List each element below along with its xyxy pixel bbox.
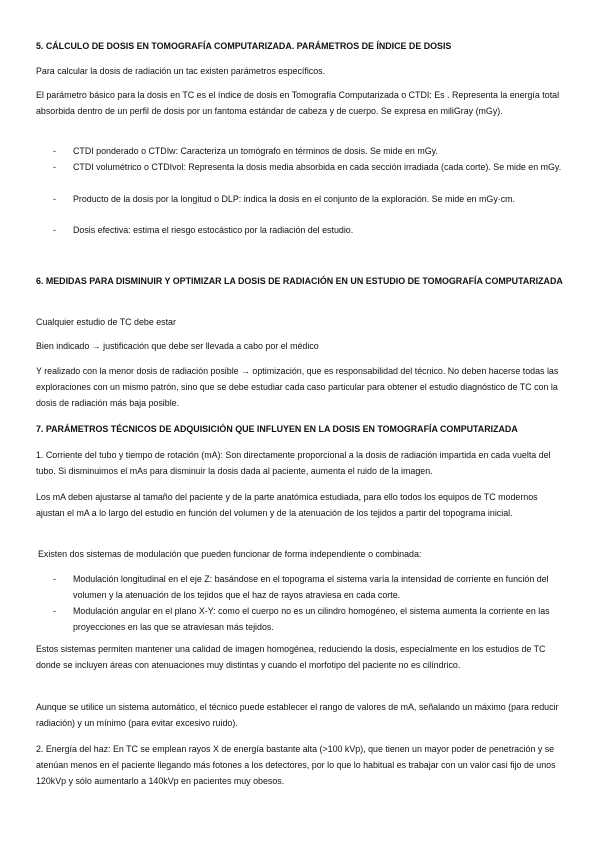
section-7-tube-current: 1. Corriente del tubo y tiempo de rotación (mA): Son directamente proporcional a la dosis de radiación impartida en cada vuelta del tubo. Si disminuimos el mAs para disminuir la dosis dada al paciente, aumenta el ruido de la imagen. [36, 450, 551, 476]
bullet-marker: - [53, 162, 56, 172]
section-5-bullet-ctdivol: CTDI volumétrico o CTDIvol: Representa la dosis media absorbida en cada sección irradiada (cada corte). Se mide en mGy. [73, 162, 562, 172]
bullet-marker: - [53, 225, 56, 235]
section-7-ma-range: Aunque se utilice un sistema automático, el técnico puede establecer el rango de valores de mA, señalando un máximo (para reducir radiación) y un mínimo (para evitar excesivo ruido). [36, 702, 559, 728]
bullet-marker: - [53, 606, 56, 616]
section-7-bullet-angular: Modulación angular en el plano X-Y: como el cuerpo no es un cilindro homogéneo, el sistema aumenta la corriente en las proyecciones en las que se atraviesan más tejidos. [73, 606, 550, 632]
section-7-modulation-intro: Existen dos sistemas de modulación que pueden funcionar de forma independiente o combinada: [38, 549, 422, 559]
section-6-paragraph: Y realizado con la menor dosis de radiación posible → optimización, que es responsabilidad del técnico. No deben hacerse todas las exploraciones con un mismo patrón, sino que se debe estudiar cada caso particular para obtener el estudio diagnóstico de TC con la dosis de radiación más baja posible. [36, 366, 559, 408]
section-5-intro: Para calcular la dosis de radiación un tac existen parámetros específicos. [36, 66, 326, 76]
section-7-beam-energy: 2. Energía del haz: En TC se emplean rayos X de energía bastante alta (>100 kVp), que tienen un mayor poder de penetración y se atenúan menos en el paciente llegando más fotones a los detectores, por lo que lo habitual es trabajar con un valor casi fijo de unos 120kVp y sólo aumentarlo a 140kVp en pacientes muy obesos. [36, 744, 556, 786]
section-7-bullet-longitudinal: Modulación longitudinal en el eje Z: basándose en el topograma el sistema varía la intensidad de corriente en función del volumen y la atenuación de los tejidos que el haz de rayos atraviesa en cada corte. [73, 574, 549, 600]
section-6-line-1: Cualquier estudio de TC debe estar [36, 317, 176, 327]
section-7-modulation-benefits: Estos sistemas permiten mantener una calidad de imagen homogénea, reduciendo la dosis, especialmente en los estudios de TC donde se incluyen áreas con atenuaciones muy distintas y cuando el morfotipo del paciente no es cilíndrico. [36, 644, 546, 670]
section-5-paragraph: El parámetro básico para la dosis en TC es el índice de dosis en Tomografía Computarizada o CTDI: Es . Representa la energía total absorbida dentro de un perfil de dosis por un fantoma estándar de cabeza y de cuerpo. Se expresa en miliGray (mGy). [36, 90, 560, 116]
section-5-bullet-effective-dose: Dosis efectiva: estima el riesgo estocástico por la radiación del estudio. [73, 225, 354, 235]
bullet-marker: - [53, 194, 56, 204]
section-5-bullet-dlp: Producto de la dosis por la longitud o DLP: indica la dosis en el conjunto de la exploración. Se mide en mGy·cm. [73, 194, 516, 204]
section-7-ma-adjustment: Los mA deben ajustarse al tamaño del paciente y de la parte anatómica estudiada, para ello todos los equipos de TC modernos ajustan el mA a lo largo del estudio en función del volumen y de la atenuación de los tejidos a partir del topograma inicial. [36, 492, 538, 518]
bullet-marker: - [53, 574, 56, 584]
bullet-marker: - [53, 146, 56, 156]
section-6-line-2: Bien indicado → justificación que debe ser llevada a cabo por el médico [36, 341, 319, 351]
section-5-bullet-ctdiw: CTDI ponderado o CTDIw: Caracteriza un tomógrafo en términos de dosis. Se mide en mGy. [73, 146, 438, 156]
section-5-heading: 5. CÁLCULO DE DOSIS EN TOMOGRAFÍA COMPUTARIZADA. PARÁMETROS DE ÍNDICE DE DOSIS [36, 41, 452, 51]
section-7-heading: 7. PARÁMETROS TÉCNICOS DE ADQUISICIÓN QUE INFLUYEN EN LA DOSIS EN TOMOGRAFÍA COMPUTARIZADA [36, 424, 518, 434]
section-6-heading: 6. MEDIDAS PARA DISMINUIR Y OPTIMIZAR LA DOSIS DE RADIACIÓN EN UN ESTUDIO DE TOMOGRAFÍA COMPUTARIZADA [36, 276, 563, 286]
